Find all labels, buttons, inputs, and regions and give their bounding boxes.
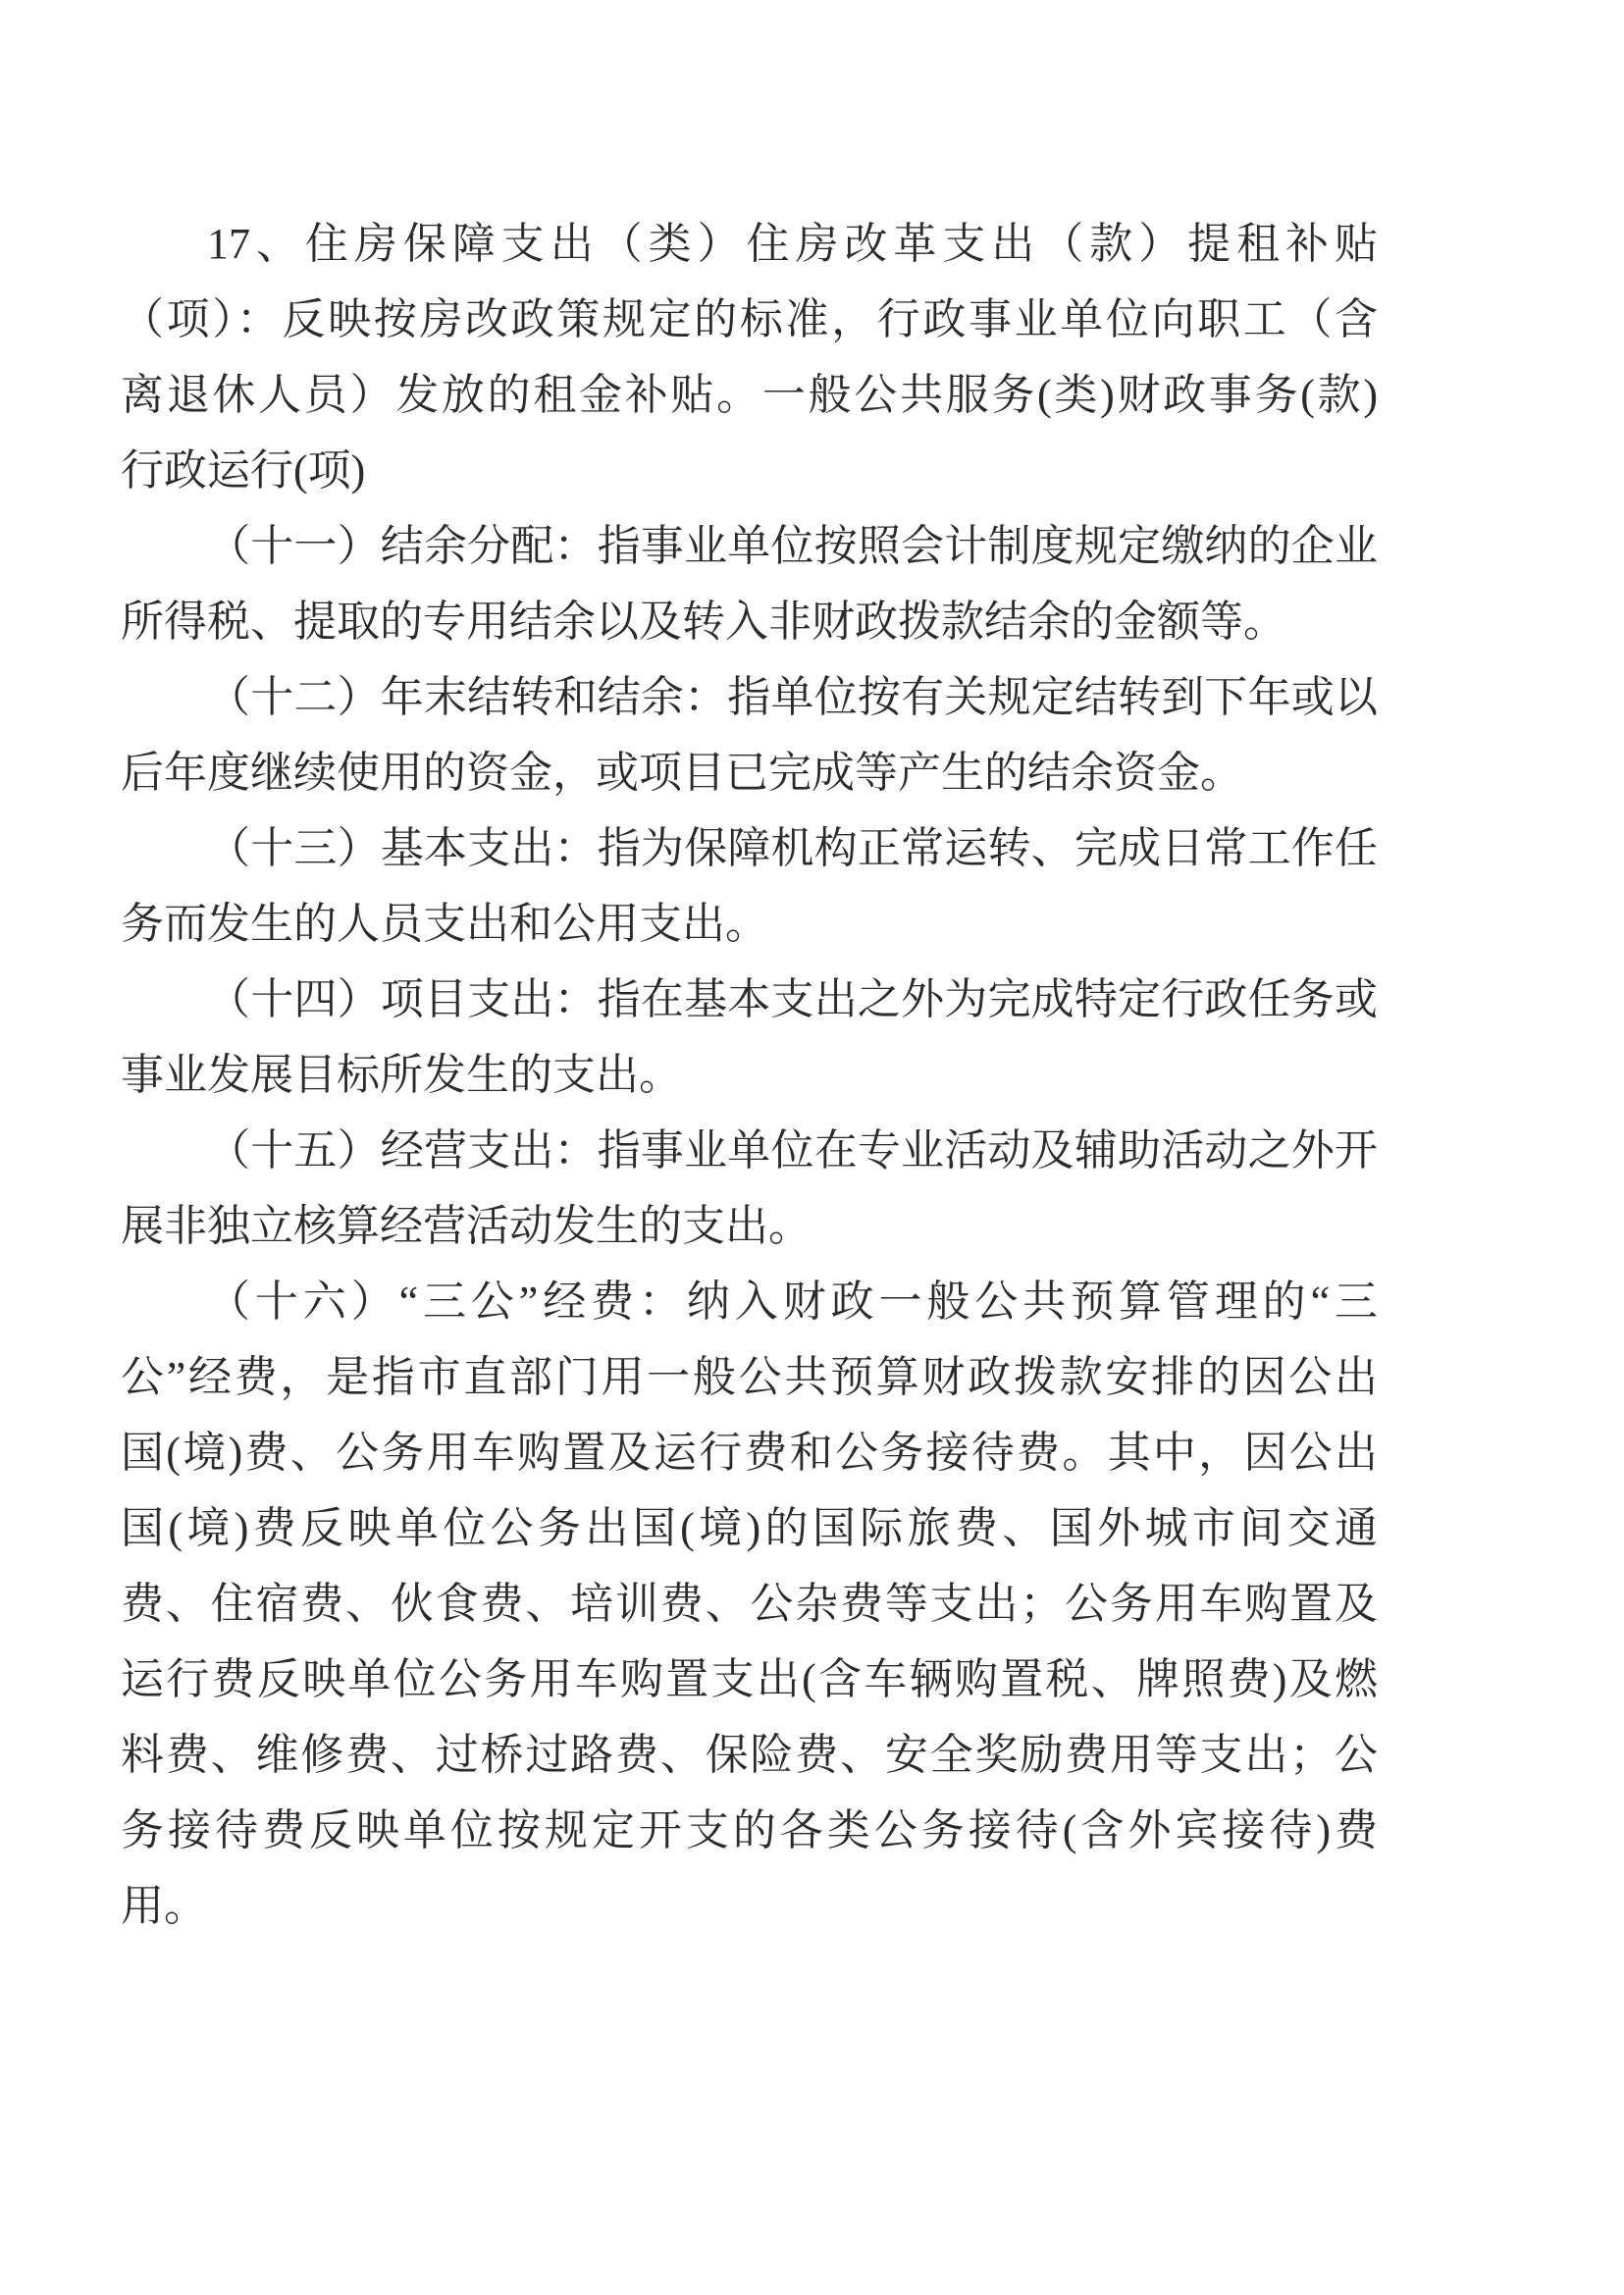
text-line: （项）：反映按房改政策规定的标准，行政事业单位向职工（含 <box>121 295 1378 343</box>
text-line: 务而发生的人员支出和公用支出。 <box>121 900 768 948</box>
text-line: 运行费反映单位公务用车购置支出(含车辆购置税、牌照费)及燃 <box>121 1655 1378 1703</box>
text-line: （十一）结余分配：指事业单位按照会计制度规定缴纳的企业 <box>207 522 1378 570</box>
text-line: 事业发展目标所发生的支出。 <box>121 1051 682 1099</box>
text-line: 后年度继续使用的资金，或项目已完成等产生的结余资金。 <box>121 749 1243 797</box>
text-line: 公”经费，是指市直部门用一般公共预算财政拨款安排的因公出 <box>121 1353 1378 1401</box>
text-line: （十四）项目支出：指在基本支出之外为完成特定行政任务或 <box>207 975 1378 1023</box>
text-line: 17、住房保障支出（类）住房改革支出（款）提租补贴 <box>207 220 1378 268</box>
text-line: 用。 <box>121 1882 207 1930</box>
text-line: （十三）基本支出：指为保障机构正常运转、完成日常工作任 <box>207 824 1378 872</box>
text-line: 费、住宿费、伙食费、培训费、公杂费等支出；公务用车购置及 <box>121 1580 1378 1628</box>
text-line: 国(境)费反映单位公务出国(境)的国际旅费、国外城市间交通 <box>121 1504 1378 1552</box>
text-line: （十二）年末结转和结余：指单位按有关规定结转到下年或以 <box>207 673 1378 721</box>
text-line: 展非独立核算经营活动发生的支出。 <box>121 1202 812 1250</box>
text-line: 务接待费反映单位按规定开支的各类公务接待(含外宾接待)费 <box>121 1806 1378 1854</box>
text-line: 行政运行(项) <box>121 446 366 495</box>
text-line: 料费、维修费、过桥过路费、保险费、安全奖励费用等支出；公 <box>121 1731 1378 1779</box>
document-text-block <box>121 206 1378 1944</box>
text-line: 国(境)费、公务用车购置及运行费和公务接待费。其中，因公出 <box>121 1429 1378 1477</box>
text-line: 离退休人员）发放的租金补贴。一般公共服务(类)财政事务(款) <box>121 371 1378 419</box>
text-line: 所得税、提取的专用结余以及转入非财政拨款结余的金额等。 <box>121 598 1286 646</box>
text-line: （十六）“三公”经费：纳入财政一般公共预算管理的“三 <box>207 1278 1378 1326</box>
text-line: （十五）经营支出：指事业单位在专业活动及辅助活动之外开 <box>207 1126 1378 1174</box>
